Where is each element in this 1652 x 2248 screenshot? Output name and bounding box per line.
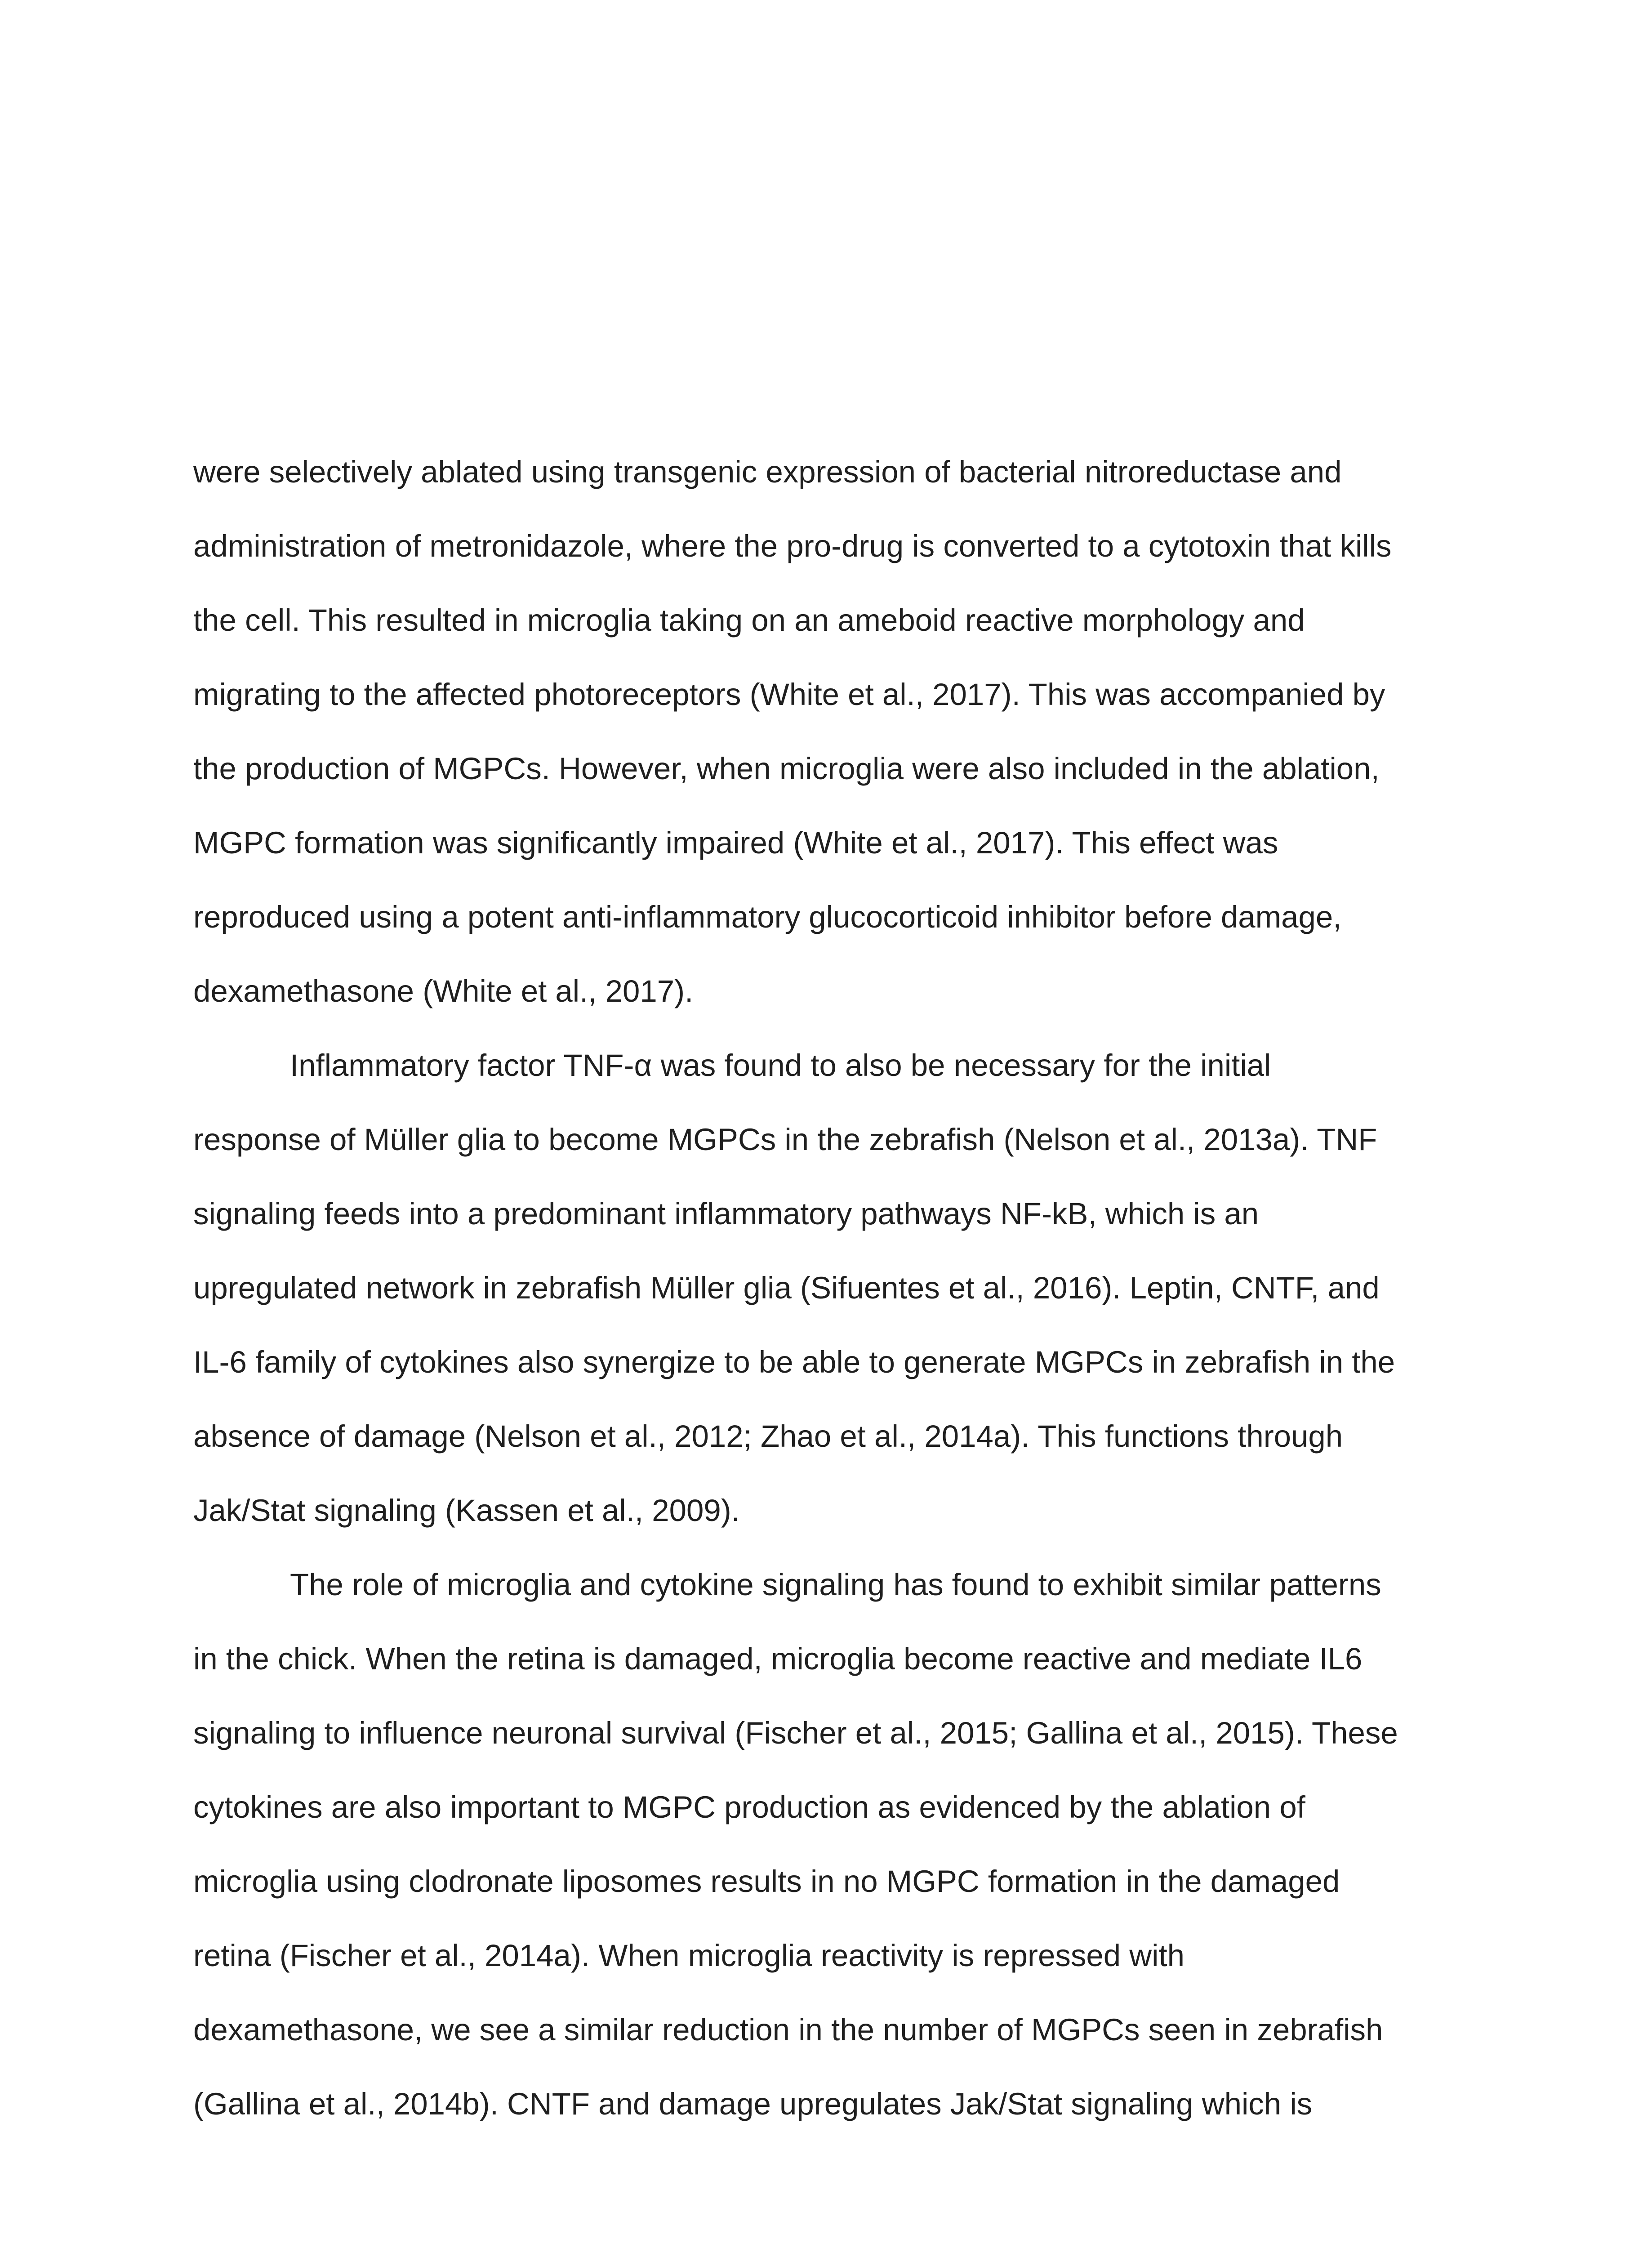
text-line: signaling to influence neuronal survival (Fischer et al., 2015; Gallina et al., 2015). These bbox=[193, 1716, 1398, 1750]
text-line: dexamethasone (White et al., 2017). bbox=[193, 974, 694, 1008]
text-line: signaling feeds into a predominant inflammatory pathways NF-kB, which is an bbox=[193, 1196, 1259, 1231]
text-line: absence of damage (Nelson et al., 2012; Zhao et al., 2014a). This functions through bbox=[193, 1419, 1343, 1454]
text-line: reproduced using a potent anti-inflammatory glucocorticoid inhibitor before damage, bbox=[193, 900, 1342, 934]
paragraph-first-line: Inflammatory factor TNF-α was found to also be necessary for the initial bbox=[290, 1048, 1271, 1083]
text-line: response of Müller glia to become MGPCs in the zebrafish (Nelson et al., 2013a). TNF bbox=[193, 1122, 1377, 1157]
text-line: (Gallina et al., 2014b). CNTF and damage upregulates Jak/Stat signaling which is bbox=[193, 2087, 1313, 2121]
text-line: IL-6 family of cytokines also synergize to be able to generate MGPCs in zebrafish in the bbox=[193, 1345, 1395, 1379]
text-line: the cell. This resulted in microglia taking on an ameboid reactive morphology and bbox=[193, 603, 1305, 638]
text-line: were selectively ablated using transgenic expression of bacterial nitroreductase and bbox=[193, 455, 1342, 489]
text-line: migrating to the affected photoreceptors (White et al., 2017). This was accompanied by bbox=[193, 677, 1385, 712]
text-line: microglia using clodronate liposomes results in no MGPC formation in the damaged bbox=[193, 1864, 1340, 1899]
paragraph-first-line: The role of microglia and cytokine signaling has found to exhibit similar patterns bbox=[290, 1567, 1381, 1602]
text-line: dexamethasone, we see a similar reduction in the number of MGPCs seen in zebrafish bbox=[193, 2012, 1383, 2047]
text-line: in the chick. When the retina is damaged, microglia become reactive and mediate IL6 bbox=[193, 1641, 1363, 1676]
text-line: the production of MGPCs. However, when microglia were also included in the ablation, bbox=[193, 751, 1380, 786]
text-line: Jak/Stat signaling (Kassen et al., 2009). bbox=[193, 1493, 740, 1528]
text-line: upregulated network in zebrafish Müller glia (Sifuentes et al., 2016). Leptin, CNTF, and bbox=[193, 1271, 1380, 1305]
text-line: administration of metronidazole, where the pro-drug is converted to a cytotoxin that kills bbox=[193, 529, 1392, 563]
text-line: MGPC formation was significantly impaired (White et al., 2017). This effect was bbox=[193, 825, 1278, 860]
text-line: cytokines are also important to MGPC production as evidenced by the ablation of bbox=[193, 1790, 1305, 1824]
text-line: retina (Fischer et al., 2014a). When microglia reactivity is repressed with bbox=[193, 1938, 1185, 1973]
